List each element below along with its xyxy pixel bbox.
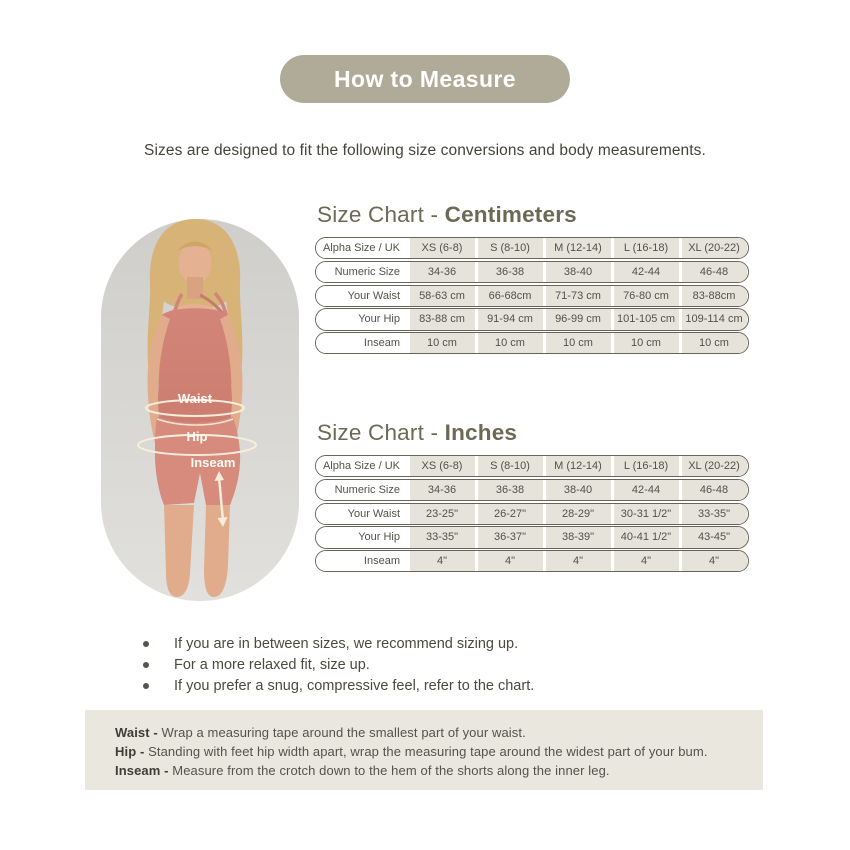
size-table-header-row <box>315 455 749 477</box>
heading-unit: Centimeters <box>444 202 577 227</box>
list-item <box>143 636 534 652</box>
value-cell: 36-38 <box>478 480 543 500</box>
waist-label: Waist <box>177 391 213 406</box>
sizing-tips-list <box>143 636 534 699</box>
note-text: Measure from the crotch down to the hem of the shorts along the inner leg. <box>168 763 610 778</box>
size-table-row <box>315 285 749 307</box>
value-cell: 83-88cm <box>682 286 747 306</box>
inseam-label: Inseam <box>190 455 236 470</box>
bullet-icon <box>143 662 149 668</box>
note-term: Inseam - <box>115 763 169 778</box>
size-table-inches <box>315 455 749 572</box>
note-text: Standing with feet hip width apart, wrap the measuring tape around the widest part of your bum. <box>144 744 708 759</box>
value-cell: S (8-10) <box>478 456 543 476</box>
value-cell: 4" <box>614 551 679 571</box>
note-inseam <box>115 761 763 780</box>
value-cell: 26-27" <box>478 504 543 524</box>
size-table-row <box>315 308 749 330</box>
value-cell: 33-35" <box>410 527 475 547</box>
value-cell: 46-48 <box>682 262 747 282</box>
note-text: Wrap a measuring tape around the smallest part of your waist. <box>157 725 526 740</box>
note-hip <box>115 742 763 761</box>
value-cell: 34-36 <box>410 480 475 500</box>
size-table-centimeters <box>315 237 749 354</box>
size-chart-inches-heading <box>317 420 749 446</box>
value-cell: 23-25" <box>410 504 475 524</box>
value-cell: 38-39" <box>546 527 611 547</box>
value-cell: 36-37" <box>478 527 543 547</box>
size-table-row <box>315 526 749 548</box>
value-cell: 36-38 <box>478 262 543 282</box>
value-cell: 4" <box>546 551 611 571</box>
value-cell: 76-80 cm <box>614 286 679 306</box>
subtitle: Sizes are designed to fit the following size conversions and body measurements. <box>144 142 706 159</box>
value-cell: 71-73 cm <box>546 286 611 306</box>
value-cell: 42-44 <box>614 480 679 500</box>
value-cell: 4" <box>682 551 747 571</box>
value-cell: 66-68cm <box>478 286 543 306</box>
heading-prefix: Size Chart - <box>317 202 445 227</box>
value-cell: 33-35" <box>682 504 747 524</box>
value-cell: 96-99 cm <box>546 309 611 329</box>
value-cell: 4" <box>410 551 475 571</box>
bullet-text: For a more relaxed fit, size up. <box>174 657 370 673</box>
value-cell: L (16-18) <box>614 238 679 258</box>
value-cell: 10 cm <box>478 333 543 353</box>
row-label-cell: Your Waist <box>316 504 408 524</box>
value-cell: 109-114 cm <box>682 309 747 329</box>
heading-unit: Inches <box>444 420 518 445</box>
value-cell: 38-40 <box>546 262 611 282</box>
row-label-cell: Alpha Size / UK <box>316 456 408 476</box>
section-size-chart-cm <box>315 202 749 354</box>
list-item <box>143 657 534 673</box>
row-label-cell: Numeric Size <box>316 480 408 500</box>
row-label-cell: Alpha Size / UK <box>316 238 408 258</box>
row-label-cell: Numeric Size <box>316 262 408 282</box>
note-waist <box>115 723 763 742</box>
value-cell: M (12-14) <box>546 238 611 258</box>
heading-prefix: Size Chart - <box>317 420 445 445</box>
value-cell: 43-45" <box>682 527 747 547</box>
section-size-chart-inches <box>315 420 749 572</box>
value-cell: 83-88 cm <box>410 309 475 329</box>
size-table-row <box>315 479 749 501</box>
value-cell: XL (20-22) <box>682 238 747 258</box>
list-item <box>143 678 534 694</box>
bullet-icon <box>143 641 149 647</box>
value-cell: L (16-18) <box>614 456 679 476</box>
size-chart-cm-heading <box>317 202 749 228</box>
hip-label: Hip <box>186 429 208 444</box>
value-cell: XL (20-22) <box>682 456 747 476</box>
row-label-cell: Inseam <box>316 551 408 571</box>
measuring-instructions-box <box>85 710 763 790</box>
value-cell: 10 cm <box>546 333 611 353</box>
row-label-cell: Your Waist <box>316 286 408 306</box>
value-cell: 40-41 1/2" <box>614 527 679 547</box>
value-cell: 101-105 cm <box>614 309 679 329</box>
value-cell: 10 cm <box>614 333 679 353</box>
bullet-text: If you are in between sizes, we recommend sizing up. <box>174 636 519 652</box>
value-cell: 38-40 <box>546 480 611 500</box>
value-cell: 42-44 <box>614 262 679 282</box>
row-label-cell: Your Hip <box>316 309 408 329</box>
size-table-row <box>315 503 749 525</box>
value-cell: M (12-14) <box>546 456 611 476</box>
value-cell: 46-48 <box>682 480 747 500</box>
value-cell: 30-31 1/2" <box>614 504 679 524</box>
row-label-cell: Your Hip <box>316 527 408 547</box>
value-cell: 28-29" <box>546 504 611 524</box>
value-cell: S (8-10) <box>478 238 543 258</box>
value-cell: 4" <box>478 551 543 571</box>
value-cell: XS (6-8) <box>410 456 475 476</box>
value-cell: XS (6-8) <box>410 238 475 258</box>
model-photo <box>100 205 300 605</box>
value-cell: 10 cm <box>682 333 747 353</box>
note-term: Waist - <box>115 725 158 740</box>
value-cell: 91-94 cm <box>478 309 543 329</box>
size-table-row <box>315 261 749 283</box>
value-cell: 58-63 cm <box>410 286 475 306</box>
size-table-header-row <box>315 237 749 259</box>
bullet-icon <box>143 683 149 689</box>
size-table-row <box>315 332 749 354</box>
bullet-text: If you prefer a snug, compressive feel, refer to the chart. <box>174 678 535 694</box>
model-illustration <box>100 205 300 605</box>
page-title: How to Measure <box>334 65 516 92</box>
value-cell: 10 cm <box>410 333 475 353</box>
value-cell: 34-36 <box>410 262 475 282</box>
note-term: Hip - <box>115 744 145 759</box>
row-label-cell: Inseam <box>316 333 408 353</box>
size-table-row <box>315 550 749 572</box>
title-pill <box>280 55 570 103</box>
